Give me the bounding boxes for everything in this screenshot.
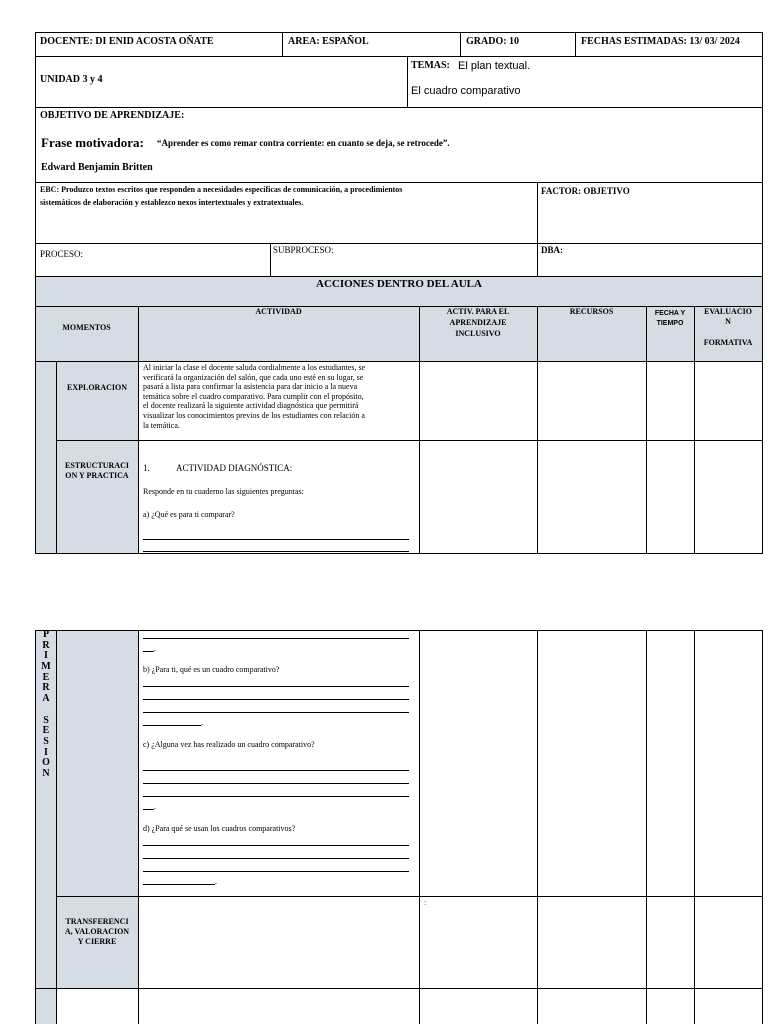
temas-label: TEMAS: [411, 60, 450, 71]
moment-estructuracion-1: ESTRUCTURACI [64, 461, 129, 470]
question-b: b) ¿Para ti, qué es un cuadro comparativo? [143, 665, 280, 674]
question-d: d) ¿Para qué se usan los cuadros comparativos? [143, 824, 296, 833]
unidad-label: UNIDAD 3 y 4 [40, 74, 103, 85]
activity-title: ACTIVIDAD DIAGNÓSTICA: [176, 463, 293, 473]
area-label: AREA: ESPAÑOL [288, 36, 369, 47]
answer-short-line [143, 809, 154, 810]
answer-line [143, 539, 409, 540]
session-letter [36, 705, 56, 716]
line-dot: . [154, 802, 156, 811]
answer-short-line [143, 725, 201, 726]
factor-label: FACTOR: OBJETIVO [541, 186, 630, 196]
session-column-fill [35, 362, 56, 554]
tema-2: El cuadro comparativo [411, 85, 521, 97]
exploracion-line: la temática. [143, 420, 180, 430]
answer-line [143, 712, 409, 713]
col-inclusivo-2: APRENDIZAJE [449, 318, 507, 327]
col-recursos: RECURSOS [569, 307, 614, 316]
tema-1: El plan textual. [458, 60, 531, 72]
moment-estructuracion-2: ON Y PRACTICA [65, 471, 129, 480]
session-letter: R [42, 639, 50, 651]
inclusivo-mark: : [424, 898, 427, 907]
moment-transferencia-2: A, VALORACION [64, 927, 130, 936]
answer-line [143, 783, 409, 784]
line-dot: . [201, 718, 203, 727]
session-letter: O [42, 757, 50, 769]
frase-author: Edward Benjamin Britten [41, 162, 153, 173]
col-fecha-2: TIEMPO [656, 320, 684, 327]
moment-transferencia-1: TRANSFERENCI [65, 917, 129, 926]
session-letter: R [42, 682, 50, 694]
col-actividad: ACTIVIDAD [255, 307, 302, 316]
answer-line [143, 871, 409, 872]
ebc-line-1: EBC: Produzco textos escritos que responden a necesidades específicas de comunicación, a procedimientos [40, 185, 403, 194]
session-letter: S [43, 735, 49, 747]
exploracion-line: pasará a lista para confirmar la asistencia para dar inicio a la nueva [143, 382, 358, 392]
session-letter: N [42, 767, 50, 779]
answer-line [143, 638, 409, 639]
col-eval-2: N [725, 317, 731, 326]
exploracion-text [143, 363, 419, 430]
session-letter: P [42, 629, 50, 640]
answer-line [143, 858, 409, 859]
answer-line [143, 699, 409, 700]
session-letter: M [41, 661, 51, 673]
ebc-line-2: sistemáticos de elaboración y establezco nexos intertextuales y extratextuales. [40, 198, 304, 207]
answer-short-line [143, 884, 215, 885]
activity-number: 1. [143, 463, 150, 473]
session-letter: E [42, 671, 50, 683]
dba-label: DBA: [541, 245, 563, 255]
answer-line [143, 686, 409, 687]
session-letter: I [44, 746, 48, 758]
col-eval-3: FORMATIVA [703, 338, 753, 347]
col-momentos: MOMENTOS [62, 323, 111, 332]
proceso-label: PROCESO: [40, 249, 84, 259]
session-letter: E [42, 725, 50, 737]
exploracion-line: el docente realizará la siguiente actividad diagnóstica que permitirá [143, 401, 359, 411]
frase-text: “Aprender es como remar contra corriente: en cuanto se deja, se retrocede”. [157, 138, 450, 148]
frase-label: Frase motivadora: [41, 135, 144, 150]
answer-line [143, 770, 409, 771]
docente-label: DOCENTE: DI ENID ACOSTA OÑATE [40, 36, 214, 47]
grado-label: GRADO: 10 [466, 36, 520, 47]
answer-short-line [143, 651, 154, 652]
session-vertical-label [36, 630, 56, 780]
col-inclusivo-1: ACTIV. PARA EL [446, 307, 510, 316]
moment-exploracion: EXPLORACION [66, 383, 127, 392]
line-dot: . [215, 877, 217, 886]
question-a: a) ¿Qué es para ti comparar? [143, 510, 235, 519]
acciones-title: ACCIONES DENTRO DEL AULA [316, 278, 482, 290]
exploracion-line: verificará la organización del salón, que cada uno esté en su lugar, se [143, 372, 364, 382]
question-c: c) ¿Alguna vez has realizado un cuadro comparativo? [143, 740, 315, 749]
answer-line [143, 551, 409, 552]
moment-transferencia-3: Y CIERRE [77, 937, 117, 946]
col-eval-1: EVALUACIO [704, 307, 752, 316]
answer-line [143, 845, 409, 846]
fechas-label: FECHAS ESTIMADAS: 13/ 03/ 2024 [581, 36, 740, 47]
exploracion-line: temática sobre el cuadro comparativo. Para cumplir con el propósito, [143, 391, 364, 401]
objetivo-label: OBJETIVO DE APRENDIZAJE: [40, 110, 185, 121]
col-inclusivo-3: INCLUSIVO [455, 329, 501, 338]
session-letter: A [42, 693, 50, 705]
subproceso-label: SUBPROCESO: [273, 245, 334, 255]
answer-line [143, 796, 409, 797]
session-letter: S [43, 714, 49, 726]
exploracion-line: Al iniciar la clase el docente saluda cordialmente a los estudiantes, se [143, 363, 366, 372]
col-fecha-1: FECHA Y [654, 310, 686, 317]
session-letter: I [44, 650, 48, 662]
activity-instruction: Responde en tu cuaderno las siguientes preguntas: [143, 487, 304, 496]
line-dot: . [154, 644, 156, 653]
exploracion-line: visualizar los conocimientos previos de los estudiantes con relación a [143, 410, 365, 420]
